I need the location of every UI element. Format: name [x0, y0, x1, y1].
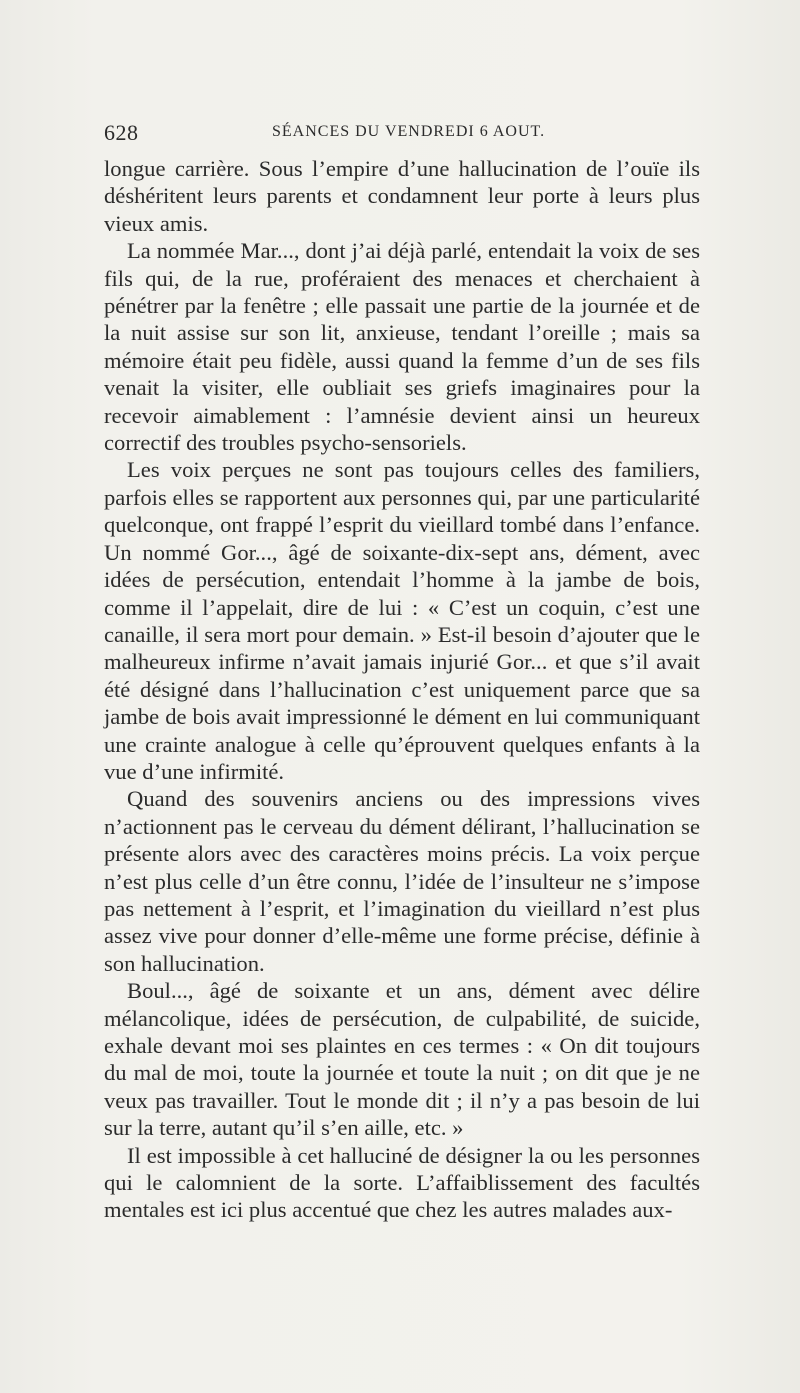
- body-text: [104, 155, 700, 1224]
- running-head: SÉANCES DU VENDREDI 6 AOUT.: [272, 123, 546, 140]
- paragraph-3: Les voix perçues ne sont pas toujours celles des familiers, parfois elles se rapportent aux personnes qui, par une particularité quelconque, ont frappé l’esprit du vieillard tombé dans l’enfance. Un nommé Gor..., âgé de soixante-dix-sept ans, dément, avec idées de persécution, entendait l’homme à la jambe de bois, comme il l’appelait, dire de lui : « C’est un coquin, c’est une canaille, il sera mort pour demain. » Est-il besoin d’ajouter que le malheureux infirme n’avait jamais injurié Gor... et que s’il avait été désigné dans l’hallucination c’est uniquement parce que sa jambe de bois avait impressionné le dément en lui communiquant une crainte analogue à celle qu’éprouvent quelques enfants à la vue d’une infirmité.: [104, 457, 700, 784]
- paragraph-2: La nommée Mar..., dont j’ai déjà parlé, entendait la voix de ses fils qui, de la rue, proféraient des menaces et cherchaient à pénétrer par la fenêtre ; elle passait une partie de la journée et de la nuit assise sur son lit, anxieuse, tendant l’oreille ; mais sa mémoire était peu fidèle, aussi quand la femme d’un de ses fils venait la visiter, elle oubliait ses griefs imaginaires pour la recevoir aimablement : l’amnésie devient ainsi un heureux correctif des troubles psycho-sensoriels.: [104, 238, 700, 456]
- page-header: [104, 120, 700, 146]
- paragraph-6: Il est impossible à cet halluciné de désigner la ou les personnes qui le calomnient de la sorte. L’affaiblissement des facultés mentales est ici plus accentué que chez les autres malades aux-: [104, 1142, 700, 1223]
- page-number: 628: [104, 120, 139, 145]
- paragraph-4: Quand des souvenirs anciens ou des impressions vives n’actionnent pas le cerveau du dément délirant, l’hallucination se présente alors avec des caractères moins précis. La voix perçue n’est plus celle d’un être connu, l’idée de l’insulteur ne s’impose pas nettement à l’esprit, et l’imagination du vieillard n’est plus assez vive pour donner d’elle-même une forme précise, définie à son hallucination.: [104, 786, 700, 976]
- paragraph-1: longue carrière. Sous l’empire d’une hallucination de l’ouïe ils déshéritent leurs parents et condamnent leur porte à leurs plus vieux amis.: [104, 156, 700, 236]
- paragraph-5: Boul..., âgé de soixante et un ans, dément avec délire mélancolique, idées de persécution, de culpabilité, de suicide, exhale devant moi ses plaintes en ces termes : « On dit toujours du mal de moi, toute la journée et toute la nuit ; on dit que je ne veux pas travailler. Tout le monde dit ; il n’y a pas besoin de lui sur la terre, autant qu’il s’en aille, etc. »: [104, 978, 700, 1141]
